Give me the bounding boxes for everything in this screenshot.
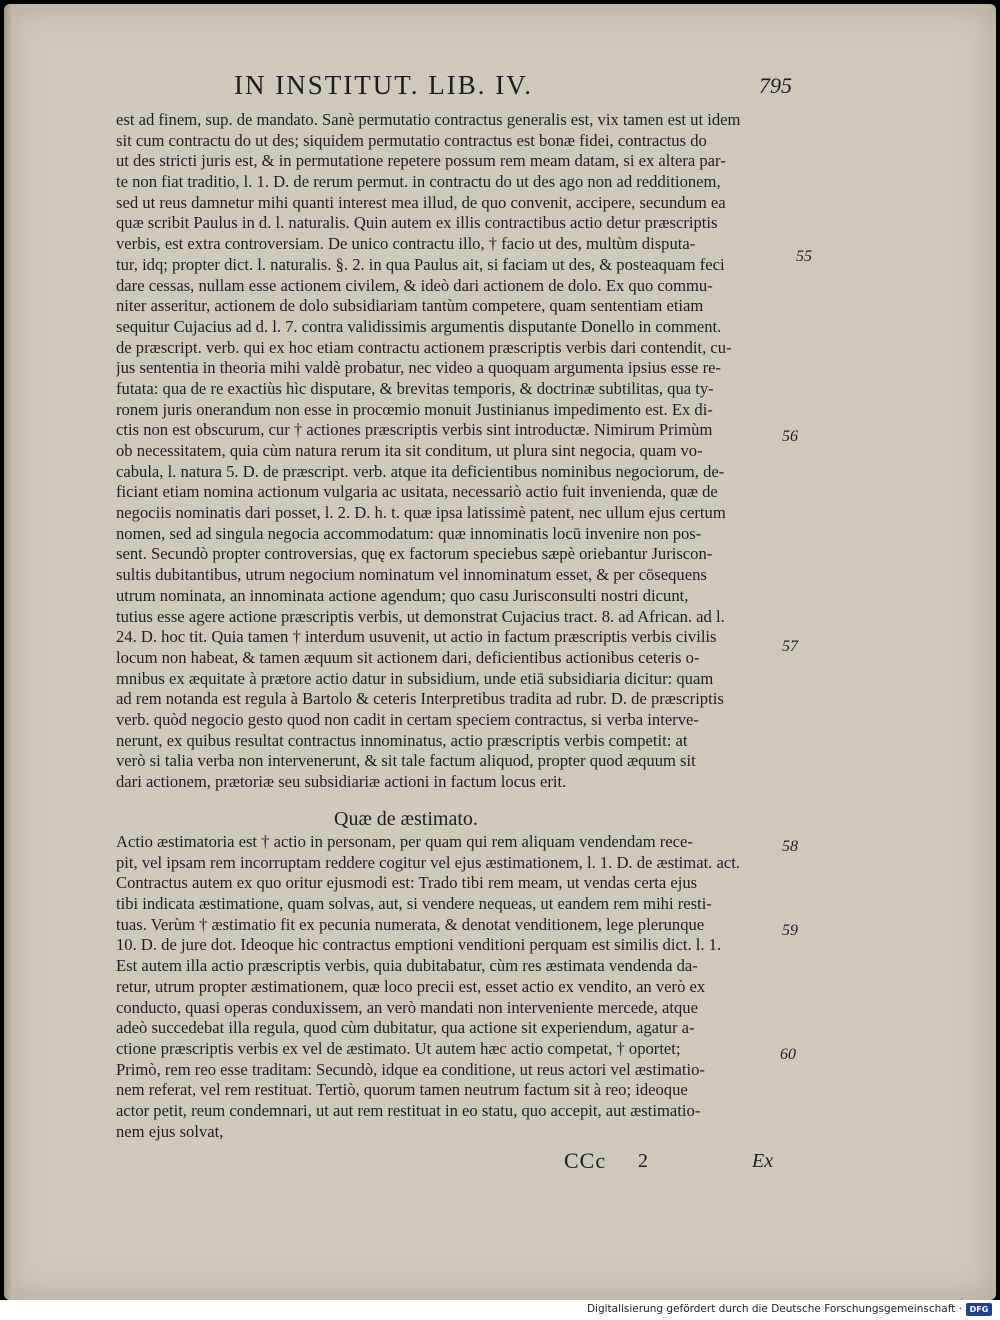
text-line: Est autem illa actio præscriptis verbis, quia dubitabatur, cùm res æstimata vendenda da-: [116, 956, 698, 976]
text-line: negociis nominatis dari posset, l. 2. D. h. t. quæ ipsa latissimè patent, nec ullum ejus certum: [116, 503, 726, 523]
text-line: sed ut reus damnetur mihi quanti interest mea illud, de quo convenit, accipere, secundum ea: [116, 192, 726, 212]
text-line: sit cum contractu do ut des; siquidem permutatio contractus est bonæ fidei, contractus do: [116, 130, 707, 150]
text-line: tur, idq; propter dict. l. naturalis. §. 2. in qua Paulus ait, si faciam ut des, & posteaquam feci: [116, 254, 725, 274]
section-text-block: [116, 832, 794, 1142]
text-line: locum non habeat, & tamen æquum sit actionem dari, deficientibus actionibus ceteris o-: [116, 647, 700, 667]
text-line: tuas. Verùm † æstimatio fit ex pecunia numerata, & denotat venditionem, lege plerunque: [116, 914, 705, 934]
folio-number: 795: [759, 73, 792, 98]
book-page: [4, 4, 996, 1300]
main-text-block: [116, 110, 794, 793]
margin-number: 57: [782, 638, 798, 655]
text-line: Contractus autem ex quo oritur ejusmodi est: Trado tibi rem meam, ut vendas certa ejus: [116, 873, 698, 893]
page-header: [4, 70, 996, 110]
text-line: sequitur Cujacius ad d. l. 7. contra validissimis argumentis disputante Donello in comment.: [116, 316, 722, 336]
text-line: actor petit, reum condemnari, ut aut rem restituat in eo statu, quo accepit, aut æstimatio-: [116, 1100, 701, 1120]
text-line: ctione præscriptis verbis ex vel de æstimato. Ut autem hæc actio competat, † oportet;: [116, 1038, 681, 1058]
text-line: Primò, rem reo esse traditam: Secundò, idque ea conditione, ut reus actori vel æstimatio-: [116, 1059, 705, 1079]
text-line: 10. D. de jure dot. Ideoque hic contractus emptioni venditioni perquam est similis dict. l. 1.: [116, 935, 722, 955]
text-line: futata: qua de re exactiùs hìc disputare, & brevitas temporis, & doctrinæ subtilitas, qua ty-: [116, 378, 714, 398]
text-line: adeò succedebat illa regula, quod cùm dubitatur, qua actione sit experiendum, agatur a-: [116, 1018, 695, 1038]
margin-number: 59: [782, 922, 798, 939]
text-line: nem referat, vel rem restituat. Tertiò, quorum tamen neutrum factum sit à reo; ideoque: [116, 1080, 688, 1100]
text-line: niter asseritur, actionem de dolo subsidiariam tantùm competere, quam sententiam etiam: [116, 296, 704, 316]
text-line: dari actionem, prætoriæ seu subsidiariæ actioni in factum locus erit.: [116, 772, 567, 791]
text-line: nerunt, ex quibus resultat contractus innominatus, actio præscriptis verbis competit: at: [116, 730, 688, 750]
text-line: dare cessas, nullam esse actionem civilem, & ideò dari actionem de dolo. Ex quo commu-: [116, 275, 713, 295]
section-heading: Quæ de æstimato.: [334, 808, 478, 830]
text-line: sultis dubitantibus, utrum negocium nominatum vel innominatum esset, & per cōsequens: [116, 565, 707, 585]
text-line: tibi indicata æstimatione, quam solvas, aut, si vendere nequeas, ut eandem rem mihi resti-: [116, 894, 712, 914]
text-line: mnibus ex æquitate à prætore actio datur in subsidium, unde etiā subsidiaria dicitur: quam: [116, 668, 714, 688]
digitization-credit-bar: [0, 1300, 1000, 1320]
text-line: quæ scribit Paulus in d. l. naturalis. Quin autem ex illis contractibus actio detur præscriptis: [116, 213, 718, 233]
signature-mark: CCc: [564, 1148, 607, 1173]
text-line: ctis non est obscurum, cur † actiones præscriptis verbis sint introductæ. Nimirum Primùm: [116, 420, 713, 440]
text-line: Actio æstimatoria est † actio in personam, per quam qui rem aliquam vendendam rece-: [116, 832, 693, 851]
margin-number: 60: [780, 1046, 796, 1063]
credit-text: Digitalisierung gefördert durch die Deutsche Forschungsgemeinschaft ·: [586, 1303, 962, 1315]
text-line: ad rem notanda est regula à Bartolo & ceteris Interpretibus tradita ad rubr. D. de præscriptis: [116, 689, 724, 709]
text-line: de præscript. verb. qui ex hoc etiam contractu actionem præscriptis verbis dari contendit, cu-: [116, 337, 732, 357]
margin-number: 58: [782, 838, 798, 855]
text-line: pit, vel ipsam rem incorruptam reddere cogitur vel ejus æstimationem, l. 1. D. de æstimat. act.: [116, 852, 740, 872]
text-line: verò si talia verba non intervenerunt, & sit tale factum aliquod, propter quod æquum sit: [116, 751, 696, 771]
text-line: verb. quòd negocio gesto quod non cadit in certam speciem contractus, si verba interve-: [116, 709, 699, 729]
text-line: nem ejus solvat,: [116, 1121, 224, 1141]
text-line: utrum nominata, an innominata actione agendum; quo casu Jurisconsulti nostri dicunt,: [116, 585, 689, 605]
text-line: te non fiat traditio, l. 1. D. de rerum permut. in contractu do ut des ago non ad redditionem,: [116, 172, 721, 192]
text-line: ut des stricti juris est, & in permutatione repetere possum rem meam datam, si ex altera par-: [116, 151, 726, 171]
text-line: est ad finem, sup. de mandato. Sanè permutatio contractus generalis est, vix tamen est ut idem: [116, 110, 741, 129]
text-line: 24. D. hoc tit. Quia tamen † interdum usuvenit, ut actio in factum præscriptis verbis civilis: [116, 627, 717, 647]
text-line: conducto, quasi operas conduxissem, an verò mandati non interveniente mercede, atque: [116, 997, 698, 1017]
text-line: nomen, sed ad singula negocia accommodatum: quæ innominatis locū invenire non pos-: [116, 523, 702, 543]
margin-number: 55: [796, 248, 812, 265]
page-footer: [4, 1148, 996, 1178]
text-line: jus sententia in theoria mihi valdè probatur, nec video a quoquam argumenta ipsius esse re-: [116, 358, 721, 378]
margin-number: 56: [782, 428, 798, 445]
text-line: verbis, est extra controversiam. De unico contractu illo, † facio ut des, multùm disputa-: [116, 234, 696, 254]
text-line: ob necessitatem, quia cùm natura rerum ita sit conditum, ut plura sint negocia, quam vo-: [116, 441, 703, 460]
catchword: Ex: [752, 1150, 774, 1172]
text-line: ficiant etiam nomina actionum vulgaria ac usitata, necessariò actio fuit invenienda, quæ de: [116, 482, 718, 502]
text-line: retur, utrum propter æstimationem, quæ loco precii est, esset actio ex vendito, an verò ex: [116, 976, 706, 996]
running-head: IN INSTITUT. LIB. IV.: [234, 70, 533, 100]
text-line: cabula, l. natura 5. D. de præscript. verb. atque ita deficientibus nominibus negociorum, de-: [116, 461, 725, 481]
dfg-logo-icon: DFG: [966, 1303, 992, 1316]
text-line: sent. Secundò propter controversias, quę ex factorum speciebus sæpè oriebantur Juriscon-: [116, 544, 713, 564]
text-line: tutius esse agere actione præscriptis verbis, ut demonstrat Cujacius tract. 8. ad African. ad l.: [116, 606, 725, 626]
signature-number: 2: [638, 1150, 648, 1172]
text-line: ronem juris onerandum non esse in procœmio monuit Justinianus impedimento est. Ex di-: [116, 399, 713, 419]
